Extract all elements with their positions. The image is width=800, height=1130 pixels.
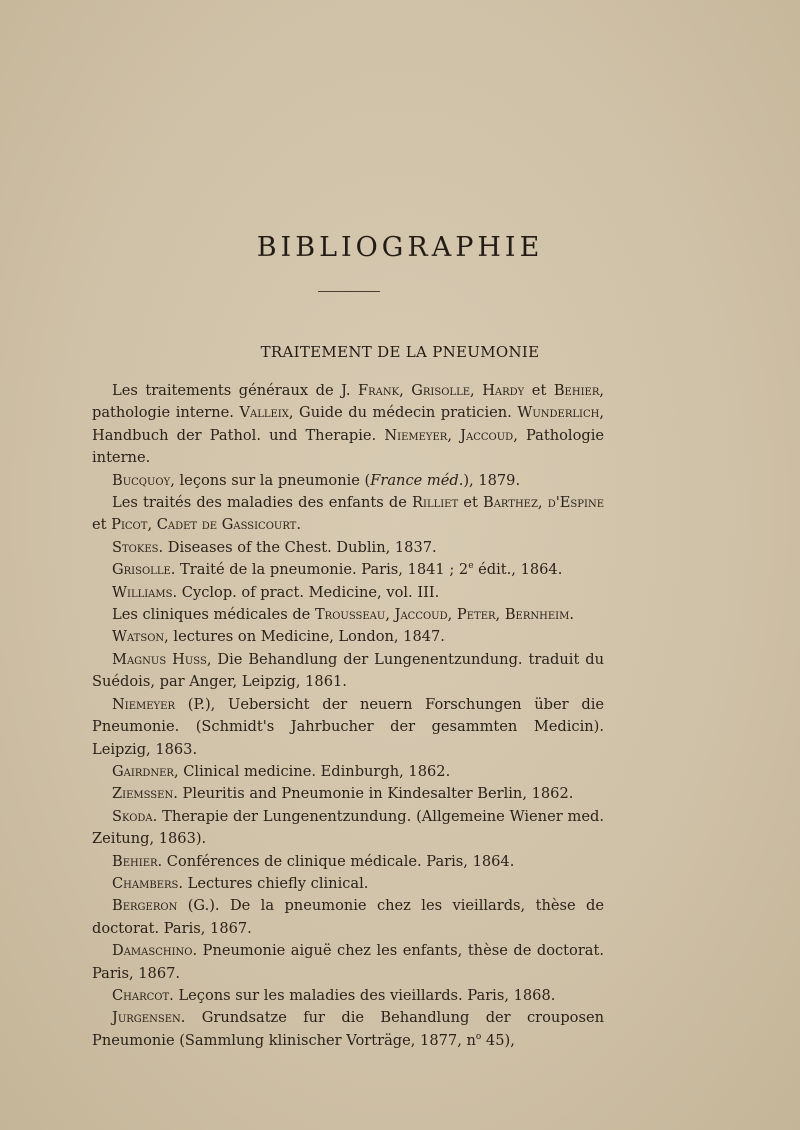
author-name: Frank <box>357 382 400 399</box>
author-name: Stokes <box>112 538 159 556</box>
bib-entry: Williams. Cyclop. of pract. Medicine, vol. III. <box>112 583 440 601</box>
author-name: Chambers <box>112 874 179 892</box>
bib-entry: Jurgensen. Grundsatze fur die Behandlung der crouposen Pneumonie (Sammlung klinischer Vorträge, 1877, $n^o$ 45), <box>92 1009 604 1049</box>
author-name: Trousseau <box>314 606 386 624</box>
bib-entry: Ziemssen. Pleuritis and Pneumonie in Kindesalter Berlin, 1862. <box>112 785 574 803</box>
bib-entry: Behier. Conférences de clinique médicale. Paris, 1864. <box>112 852 515 870</box>
bib-entry: Skoda. Therapie der Lungenentzundung. (Allgemeine Wiener med. Zeitung, 1863). <box>92 807 604 848</box>
section-heading: TRAITEMENT DE LA PNEUMONIE <box>260 343 540 361</box>
bib-entry: Les cliniques médicales de Trousseau, Jaccoud, Peter, Bernheim. <box>112 606 574 624</box>
author-name: Bucquoy <box>112 471 171 489</box>
bib-entry: Les traitements généraux de J. Frank, Grisolle, Hardy et Behier, pathologie interne. Valleix, Guide du médecin praticien. Wunderlich, Handbuch der Pathol. und Therapie. Niemeyer, Jaccoud, Pathologie interne. <box>92 382 605 467</box>
author-name: Ziemssen <box>112 785 174 803</box>
author-name: Peter <box>456 606 496 624</box>
author-name: Watson <box>112 628 165 646</box>
author-name: Valleix <box>239 404 289 422</box>
author-name: Barthez <box>482 494 538 512</box>
bib-entry: Les traités des maladies des enfants de Rilliet et Barthez, d'Espine et Picot, Cadet de Gassicourt. <box>92 494 604 534</box>
author-name: Bergeron <box>112 897 178 915</box>
author-name: Grisolle <box>112 561 171 579</box>
author-name: Jaccoud <box>460 426 514 444</box>
bib-entry: Damaschino. Pneumonie aiguë chez les enfants, thèse de doctorat. Paris, 1867. <box>92 942 604 982</box>
bib-entry: Niemeyer (P.), Uebersicht der neuern Forschungen über die Pneumonie. (Schmidt's Jahrbucher der gesammten Medicin). Leipzig, 1863. <box>92 695 604 758</box>
bib-entry: Charcot. Leçons sur les maladies des vieillards. Paris, 1868. <box>112 986 556 1004</box>
bib-entry: Gairdner, Clinical medicine. Edinburgh, 1862. <box>112 762 451 780</box>
bibliography-list <box>92 380 604 1052</box>
author-name: Wunderlich <box>517 404 600 422</box>
author-name: Williams <box>112 583 173 601</box>
bib-entry: Stokes. Diseases of the Chest. Dublin, 1837. <box>112 538 437 556</box>
author-name: Rilliet <box>412 494 459 512</box>
bib-entry: Magnus Huss, Die Behandlung der Lungenentzundung. traduit du Suédois, par Anger, Leipzig, 1861. <box>92 650 604 691</box>
author-name: Hardy <box>482 382 525 399</box>
author-name: Gairdner <box>112 762 174 780</box>
author-name: Skoda <box>112 807 153 825</box>
author-name: Grisolle <box>411 382 471 399</box>
author-name: Magnus Huss <box>112 650 207 668</box>
author-name: Damaschino <box>112 942 193 960</box>
bib-entry: Watson, lectures on Medicine, London, 1847. <box>112 628 445 646</box>
journal-title: France méd. <box>370 471 464 489</box>
author-name: Jurgensen <box>112 1009 181 1027</box>
bib-entry: Grisolle. Traité de la pneumonie. Paris, 1841 ; 2e édit., 1864. <box>112 561 563 579</box>
author-name: d'Espine <box>547 494 604 512</box>
bib-entry: Bergeron (G.). De la pneumonie chez les vieillards, thèse de doctorat. Paris, 1867. <box>92 897 604 937</box>
page-title: BIBLIOGRAPHIE <box>256 232 544 263</box>
author-name: Charcot <box>112 986 170 1004</box>
author-name: Niemeyer <box>384 426 448 444</box>
bib-entry: Chambers. Lectures chiefly clinical. <box>112 874 369 892</box>
title-rule <box>318 291 380 292</box>
bib-entry: Bucquoy, leçons sur la pneumonie (France méd.), 1879. <box>112 471 521 489</box>
author-name: Behier <box>553 382 600 399</box>
author-name: Cadet de Gassicourt <box>156 516 297 534</box>
author-name: Niemeyer <box>112 695 175 713</box>
author-name: Jaccoud <box>394 606 448 624</box>
author-name: Behier <box>112 852 158 870</box>
author-name: Bernheim <box>504 606 570 624</box>
author-name: Picot <box>111 516 148 534</box>
